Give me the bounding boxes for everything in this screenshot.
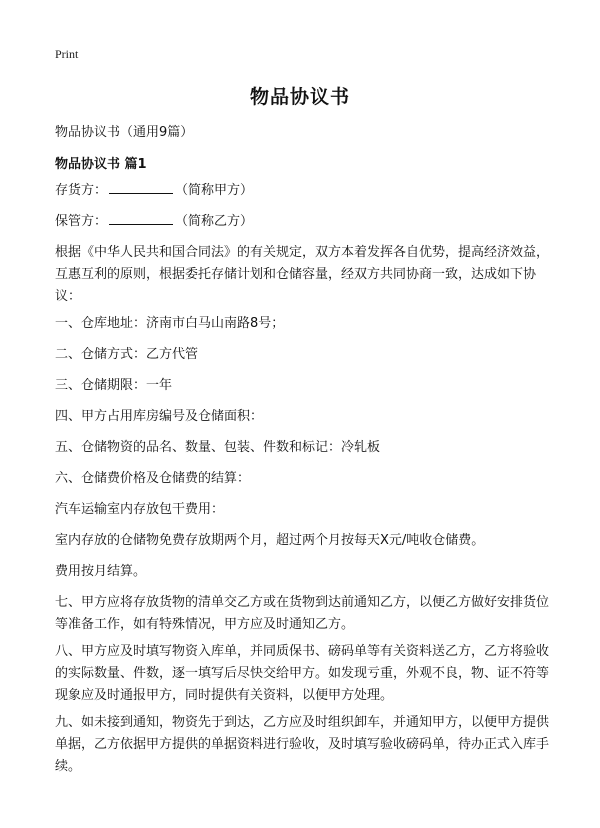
paragraph-intro: 根据《中华人民共和国合同法》的有关规定，双方本着发挥各自优势，提高经济效益，互惠互利的原则，根据委托存储计划和仓储容量，经双方共同协商一致，达成如下协议： <box>55 245 550 304</box>
print-link[interactable]: Print <box>55 47 79 61</box>
paragraph-clause-5: 五、仓储物资的品名、数量、包装、件数和标记：冷轧板 <box>55 440 381 455</box>
document-subtitle: 物品协议书（通用9篇） <box>55 125 194 140</box>
paragraph-clause-9: 九、如未接到通知，物资先于到达，乙方应及时组织卸车，并通知甲方，以便甲方提供单据，乙方依据甲方提供的单据资料进行验收，及时填写验收磅码单，待办正式入库手续。 <box>55 715 550 774</box>
party-b-line <box>55 211 553 233</box>
party-b-suffix: （简称乙方） <box>175 214 254 229</box>
party-a-suffix: （简称甲方） <box>175 183 254 198</box>
paragraph-clause-7: 七、甲方应将存放货物的清单交乙方或在货物到达前通知乙方，以便乙方做好安排货位等准备工作，如有特殊情况，甲方应及时通知乙方。 <box>55 595 550 632</box>
party-b-label: 保管方： <box>55 214 108 229</box>
paragraph-clause-3: 三、仓储期限：一年 <box>55 378 173 393</box>
paragraph-clause-4: 四、甲方占用库房编号及仓储面积： <box>55 409 264 424</box>
party-a-label: 存货方： <box>55 183 108 198</box>
party-a-blank <box>109 181 173 194</box>
party-a-line <box>55 180 553 202</box>
document-title: 物品协议书 <box>249 86 350 108</box>
paragraph-clause-6: 六、仓储费价格及仓储费的结算： <box>55 471 251 486</box>
paragraph-storage-fee: 室内存放的仓储物免费存放期两个月，超过两个月按每天X元/吨收仓储费。 <box>55 533 485 548</box>
paragraph-clause-2: 二、仓储方式：乙方代管 <box>55 347 199 362</box>
section-heading: 物品协议书 篇1 <box>55 157 147 172</box>
paragraph-clause-8: 八、甲方应及时填写物资入库单，并同质保书、磅码单等有关资料送乙方，乙方将验收的实际数量、件数，逐一填写后尽快交给甲方。如发现亏重，外观不良，物、证不符等现象应及时通报甲方，同时提供有关资料，以便甲方处理。 <box>55 644 550 703</box>
paragraph-monthly-settlement: 费用按月结算。 <box>55 564 147 579</box>
paragraph-clause-1: 一、仓库地址：济南市白马山南路8号； <box>55 316 285 331</box>
paragraph-transport-fee: 汽车运输室内存放包干费用： <box>55 502 225 517</box>
party-b-blank <box>109 212 173 225</box>
